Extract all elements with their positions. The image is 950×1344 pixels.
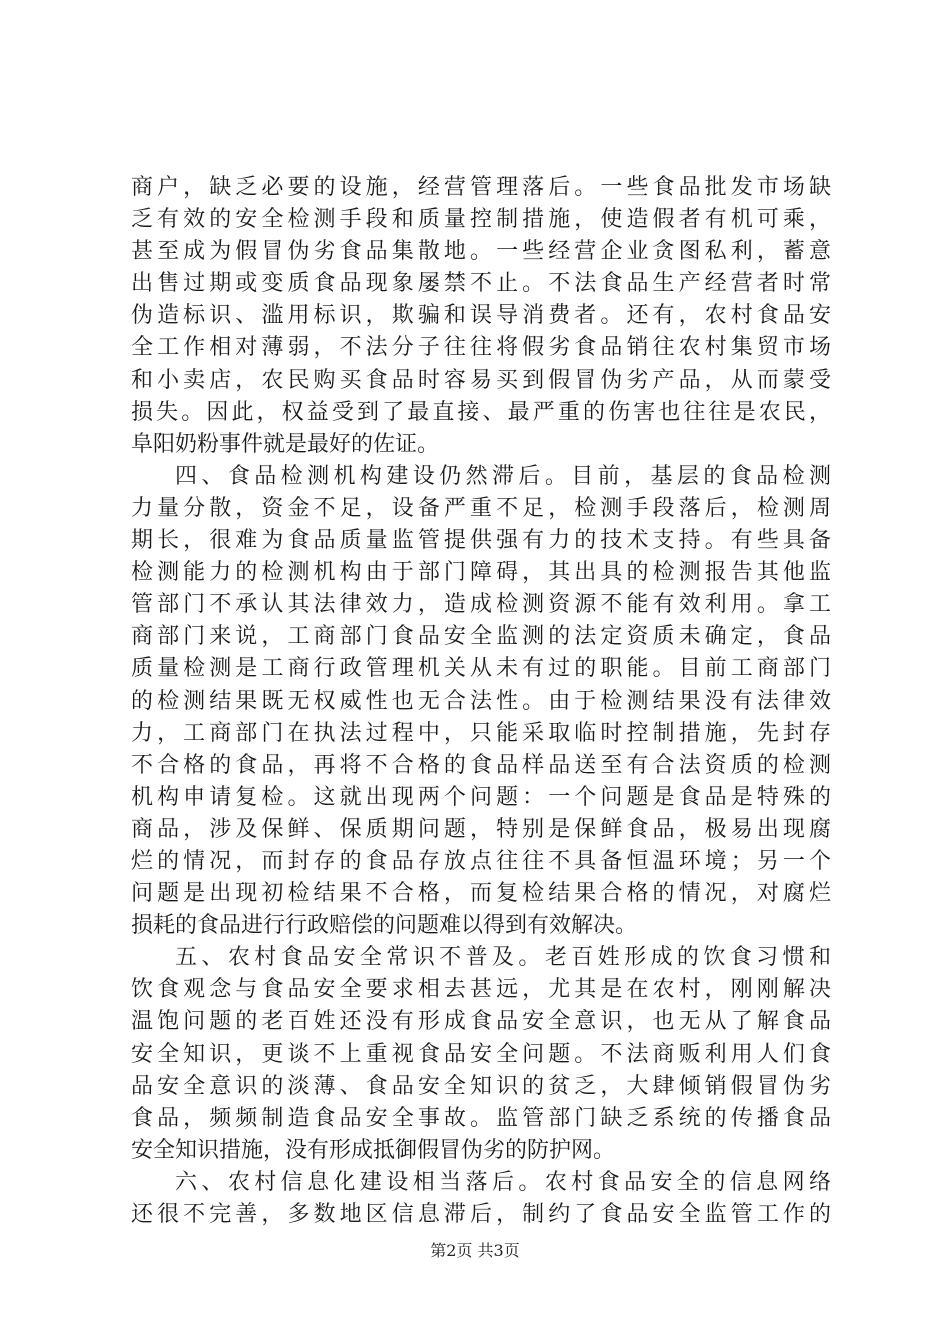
body-text	[131, 172, 831, 1231]
text-line: 商品，涉及保鲜、保质期问题，特别是保鲜食品，极易出现腐	[131, 816, 831, 842]
text-line: 力量分散，资金不足，设备严重不足，检测手段落后，检测周	[131, 495, 831, 521]
text-line: 和小卖店，农民购买食品时容易买到假冒伪劣产品，从而蒙受	[131, 367, 831, 393]
text-line: 安全知识，更谈不上重视食品安全问题。不法商贩利用人们食	[131, 1041, 831, 1067]
text-line: 损失。因此，权益受到了最直接、最严重的伤害也往往是农民，	[131, 399, 831, 425]
text-line: 伪造标识、滥用标识，欺骗和误导消费者。还有，农村食品安	[131, 303, 831, 329]
paragraph-end-line: 阜阳奶粉事件就是最好的佐证。	[131, 431, 440, 457]
text-line: 机构申请复检。这就出现两个问题：一个问题是食品是特殊的	[131, 784, 831, 810]
page-number-footer: 第2页 共3页	[430, 1241, 520, 1260]
paragraph-end-line: 损耗的食品进行行政赔偿的问题难以得到有效解决。	[131, 913, 638, 939]
text-line: 期长，很难为食品质量监管提供强有力的技术支持。有些具备	[131, 528, 831, 554]
text-line: 检测能力的检测机构由于部门障碍，其出具的检测报告其他监	[131, 560, 831, 586]
text-line: 乏有效的安全检测手段和质量控制措施，使造假者有机可乘，	[131, 207, 831, 233]
text-line: 商部门来说，工商部门食品安全监测的法定资质未确定，食品	[131, 624, 831, 650]
text-line: 商户，缺乏必要的设施，经营管理落后。一些食品批发市场缺	[131, 175, 831, 200]
text-line: 烂的情况，而封存的食品存放点往往不具备恒温环境；另一个	[131, 848, 831, 874]
paragraph-heading-line: 六、农村信息化建设相当落后。农村食品安全的信息网络	[175, 1169, 831, 1195]
text-line: 温饱问题的老百姓还没有形成食品安全意识，也无从了解食品	[131, 1009, 831, 1035]
text-line: 甚至成为假冒伪劣食品集散地。一些经营企业贪图私利，蓄意	[131, 239, 831, 265]
text-line: 问题是出现初检结果不合格，而复检结果合格的情况，对腐烂	[131, 881, 831, 907]
paragraph-heading-line: 四、食品检测机构建设仍然滞后。目前，基层的食品检测	[175, 463, 831, 489]
text-line: 管部门不承认其法律效力，造成检测资源不能有效利用。拿工	[131, 592, 831, 618]
text-line: 的检测结果既无权威性也无合法性。由于检测结果没有法律效	[131, 688, 831, 714]
text-line: 还很不完善，多数地区信息滞后，制约了食品安全监管工作的	[131, 1202, 831, 1227]
text-line: 出售过期或变质食品现象屡禁不止。不法食品生产经营者时常	[131, 271, 831, 297]
text-line: 食品，频频制造食品安全事故。监管部门缺乏系统的传播食品	[131, 1105, 831, 1131]
paragraph-end-line: 安全知识措施，没有形成抵御假冒伪劣的防护网。	[131, 1137, 616, 1163]
text-line: 全工作相对薄弱，不法分子往往将假劣食品销往农村集贸市场	[131, 335, 831, 361]
text-line: 质量检测是工商行政管理机关从未有过的职能。目前工商部门	[131, 656, 831, 682]
text-line: 品安全意识的淡薄、食品安全知识的贫乏，大肆倾销假冒伪劣	[131, 1073, 831, 1099]
text-line: 力，工商部门在执法过程中，只能采取临时控制措施，先封存	[131, 720, 831, 746]
text-line: 饮食观念与食品安全要求相去甚远，尤其是在农村，刚刚解决	[131, 977, 831, 1003]
text-line: 不合格的食品，再将不合格的食品样品送至有合法资质的检测	[131, 752, 831, 778]
paragraph-heading-line: 五、农村食品安全常识不普及。老百姓形成的饮食习惯和	[175, 945, 831, 971]
